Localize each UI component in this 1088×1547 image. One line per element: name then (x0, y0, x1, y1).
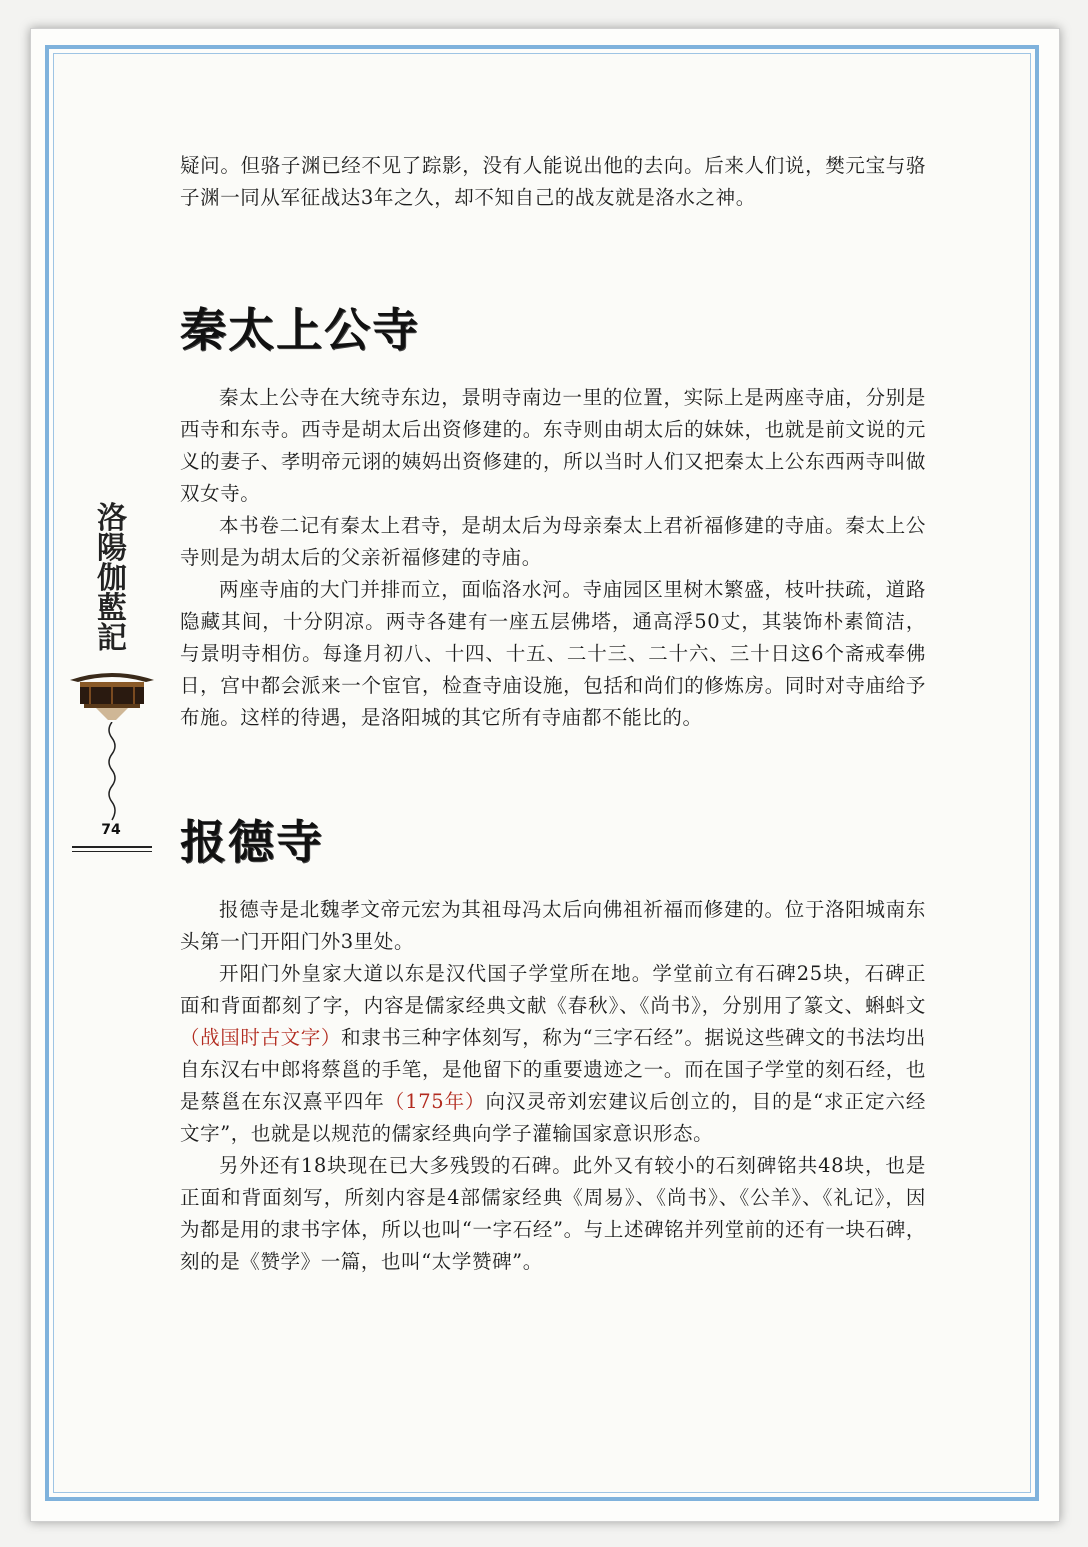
paragraph: 两座寺庙的大门并排而立，面临洛水河。寺庙园区里树木繁盛，枝叶扶疏，道路隐藏其间，十分阴凉。两寺各建有一座五层佛塔，通高浮50丈，其装饰朴素简洁，与景明寺相仿。每逢月初八、十四、十五、二十三、二十六、三十日这6个斋戒奉佛日，宫中都会派来一个宦官，检查寺庙设施，包括和尚们的修炼房。同时对寺庙给予布施。这样的待遇，是洛阳城的其它所有寺庙都不能比的。 (180, 578, 926, 729)
book-title-vertical (92, 501, 132, 656)
paragraph: 本书卷二记有秦太上君寺，是胡太后为母亲秦太上君祈福修建的寺庙。秦太上公寺则是为胡太后的父亲祈福修建的寺庙。 (180, 514, 926, 569)
vine-icon (102, 722, 122, 822)
book-title-char: 藍 (97, 591, 127, 626)
main-content (180, 150, 926, 1278)
page-number-rule (72, 846, 152, 853)
paragraph: 报德寺是北魏孝文帝元宏为其祖母冯太后向佛祖祈福而修建的。位于洛阳城南东头第一门开阳门外3里处。 (180, 898, 926, 953)
annotation-red: （战国时古文字） (180, 1026, 342, 1049)
paragraph: 秦太上公寺在大统寺东边，景明寺南边一里的位置，实际上是两座寺庙，分别是西寺和东寺。西寺是胡太后出资修建的。东寺则由胡太后的妹妹，也就是前文说的元义的妻子、孝明帝元诩的姨妈出资修建的，所以当时人们又把秦太上公东西两寺叫做双女寺。 (180, 386, 926, 505)
book-title-char: 陽 (97, 531, 127, 566)
section-title-qin-taishang: 秦太上公寺 (180, 303, 420, 357)
temple-roof-icon (66, 666, 158, 722)
paragraph (180, 958, 926, 1150)
text-run: 和隶书三种字体刻写，称为“三字石经”。据说这些碑文的书法均出自东汉右中郎将蔡邕的手笔，是他留下的重要遗迹之一。而在国子学堂的刻石经，也是蔡邕在东汉熹平四年 (180, 1026, 926, 1113)
book-title-char: 記 (97, 621, 127, 656)
paragraph: 另外还有18块现在已大多残毁的石碑。此外又有较小的石刻碑铭共48块，也是正面和背面刻写，所刻内容是4部儒家经典《周易》、《尚书》、《公羊》、《礼记》，因为都是用的隶书字体，所以也叫“一字石经”。与上述碑铭并列堂前的还有一块石碑，刻的是《赞学》一篇，也叫“太学赞碑”。 (180, 1154, 926, 1273)
section-title-baode: 报德寺 (180, 815, 324, 869)
book-title-char: 洛 (97, 501, 127, 536)
annotation-red: （175年） (384, 1090, 486, 1113)
page-number: 74 (101, 822, 121, 838)
text-run: 开阳门外皇家大道以东是汉代国子学堂所在地。学堂前立有石碑25块，石碑正面和背面都刻了字，内容是儒家经典文献《春秋》、《尚书》，分别用了篆文、蝌蚪文 (180, 962, 926, 1017)
intro-paragraph: 疑问。但骆子渊已经不见了踪影，没有人能说出他的去向。后来人们说，樊元宝与骆子渊一同从军征战达3年之久，却不知自己的战友就是洛水之神。 (180, 154, 926, 209)
book-title-char: 伽 (97, 561, 127, 596)
text-run: 向汉灵帝刘宏建议后创立的，目的是“求正定六经文字”，也就是以规范的儒家经典向学子灌输国家意识形态。 (180, 1090, 926, 1145)
